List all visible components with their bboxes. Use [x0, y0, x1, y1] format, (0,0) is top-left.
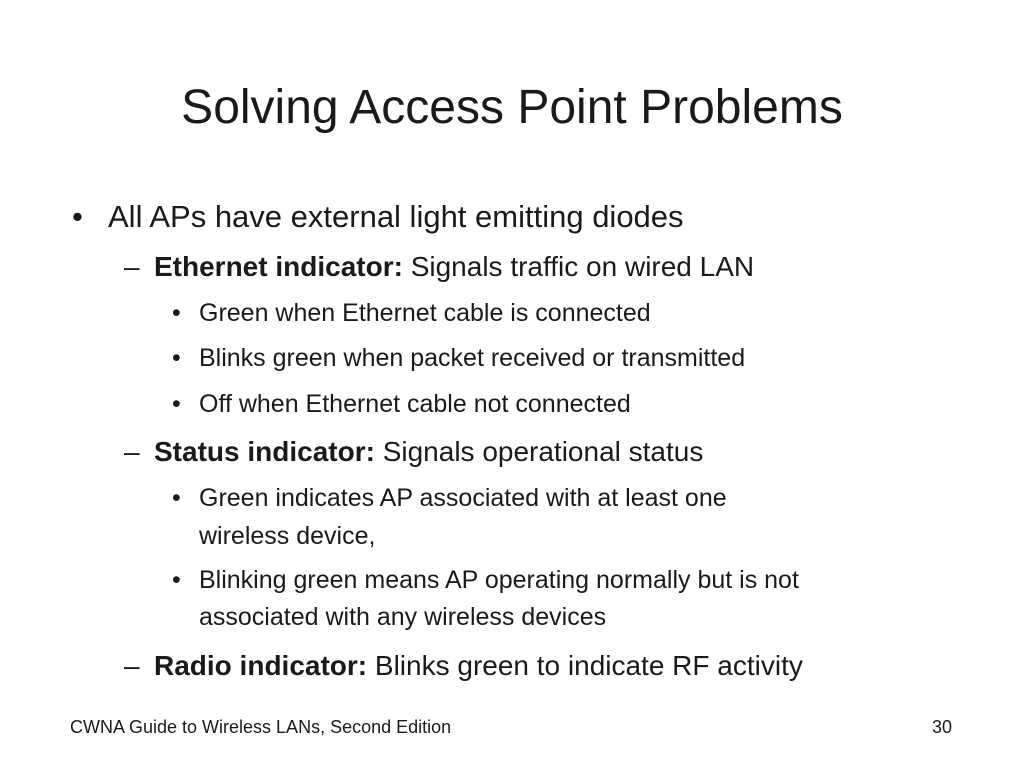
- page-number: 30: [931, 717, 952, 737]
- point-marker: •: [172, 299, 181, 327]
- bullet-text: All APs have external light emitting diodes: [108, 199, 684, 234]
- point-text: Blinking green means AP operating normally but is not: [199, 566, 799, 594]
- point-marker: •: [172, 344, 181, 372]
- point-text: Green when Ethernet cable is connected: [199, 299, 651, 327]
- dash-marker: –: [124, 251, 140, 282]
- footer-source: CWNA Guide to Wireless LANs, Second Edition: [70, 717, 452, 737]
- subitem-text: Signals operational status: [374, 436, 704, 467]
- point-marker: •: [172, 390, 181, 418]
- subitem-ethernet: [154, 250, 754, 284]
- bullet-marker: •: [72, 199, 83, 234]
- subitem-term: Status indicator:: [154, 436, 375, 467]
- subitem-radio: [154, 649, 803, 683]
- point-marker: •: [172, 566, 181, 594]
- subitem-text: Signals traffic on wired LAN: [402, 251, 755, 282]
- subitem-status: [154, 435, 703, 469]
- point-text: Green indicates AP associated with at least one: [199, 484, 727, 512]
- point-marker: •: [172, 484, 181, 512]
- dash-marker: –: [124, 650, 140, 681]
- point-text: Blinks green when packet received or transmitted: [199, 344, 746, 372]
- point-text: Off when Ethernet cable not connected: [199, 390, 631, 418]
- point-text-continued: wireless device,: [199, 522, 376, 550]
- slide-title: Solving Access Point Problems: [181, 81, 843, 134]
- subitem-term: Radio indicator:: [154, 650, 368, 681]
- dash-marker: –: [124, 436, 140, 467]
- subitem-text: Blinks green to indicate RF activity: [367, 650, 803, 681]
- subitem-term: Ethernet indicator:: [154, 251, 403, 282]
- point-text-continued: associated with any wireless devices: [199, 603, 607, 631]
